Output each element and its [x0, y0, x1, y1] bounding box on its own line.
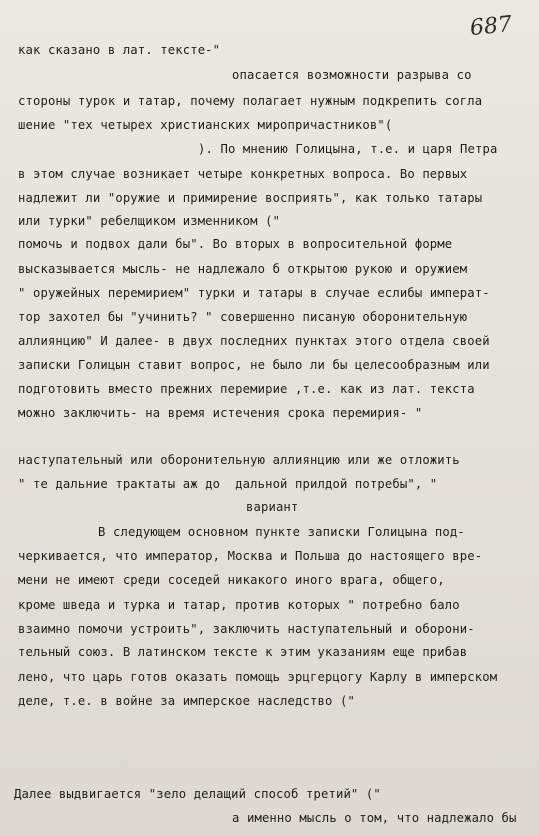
- text-line: аллиянцию" И далее- в двух последних пунктах этого отдела своей: [18, 334, 490, 348]
- text-line: тельный союз. В латинском тексте к этим указаниям еще прибав: [18, 645, 468, 659]
- text-line: можно заключить- на время истечения срока перемирия- ": [18, 406, 423, 420]
- text-line: взаимно помочи устроить", заключить наступательный и оборони-: [18, 622, 475, 636]
- text-line: лено, что царь готов оказать помощь эрцгерцогу Карлу в имперском: [18, 670, 498, 684]
- text-line: деле, т.е. в войне за имперское наследство (": [18, 694, 355, 708]
- text-line: В следующем основном пункте записки Голицына под-: [98, 525, 465, 539]
- page-number: 687: [468, 11, 514, 42]
- text-line: как сказано в лат. тексте-": [18, 43, 221, 57]
- text-line: высказывается мысль- не надлежало б открытою рукою и оружием: [18, 262, 468, 276]
- text-line: помочь и подвох дали бы". Во вторых в вопросительной форме: [18, 237, 453, 251]
- text-line: шение "тех четырех христианских миропричастников"(: [18, 118, 393, 132]
- text-line: надлежит ли "оружие и примирение восприять", как только татары: [18, 191, 483, 205]
- text-line: стороны турок и татар, почему полагает нужным подкрепить согла: [18, 94, 483, 108]
- text-line: или турки" ребелщиком изменником (": [18, 214, 281, 228]
- text-line: записки Голицын ставит вопрос, не было ли бы целесообразным или: [18, 358, 490, 372]
- text-line: наступательный или оборонительную аллиянцию или же отложить: [18, 453, 460, 467]
- text-line: кроме шведа и турка и татар, против которых " потребно бало: [18, 598, 460, 612]
- text-line: мени не имеют среди соседей никакого иного врага, общего,: [18, 573, 445, 587]
- text-line: подготовить вместо прежних перемирие ,т.е. как из лат. текста: [18, 382, 475, 396]
- text-line: тор захотел бы "учинить? " совершенно писаную оборонительную: [18, 310, 468, 324]
- text-line: опасается возможности разрыва со: [232, 68, 472, 82]
- text-line: в этом случае возникает четыре конкретных вопроса. Во первых: [18, 167, 468, 181]
- text-line: Далее выдвигается "зело делащий способ третий" (": [14, 787, 381, 801]
- text-line: " те дальние трактаты аж до дальной прилдой потребы", ": [18, 477, 438, 491]
- variant-label: вариант: [246, 500, 299, 514]
- text-line: черкивается, что император, Москва и Польша до настоящего вре-: [18, 549, 483, 563]
- text-line: ). По мнению Голицына, т.е. и царя Петра: [198, 142, 498, 156]
- text-line: " оружейных перемирием" турки и татары в случае еслибы императ-: [18, 286, 490, 300]
- text-line: а именно мысль о том, что надлежало бы: [232, 811, 517, 825]
